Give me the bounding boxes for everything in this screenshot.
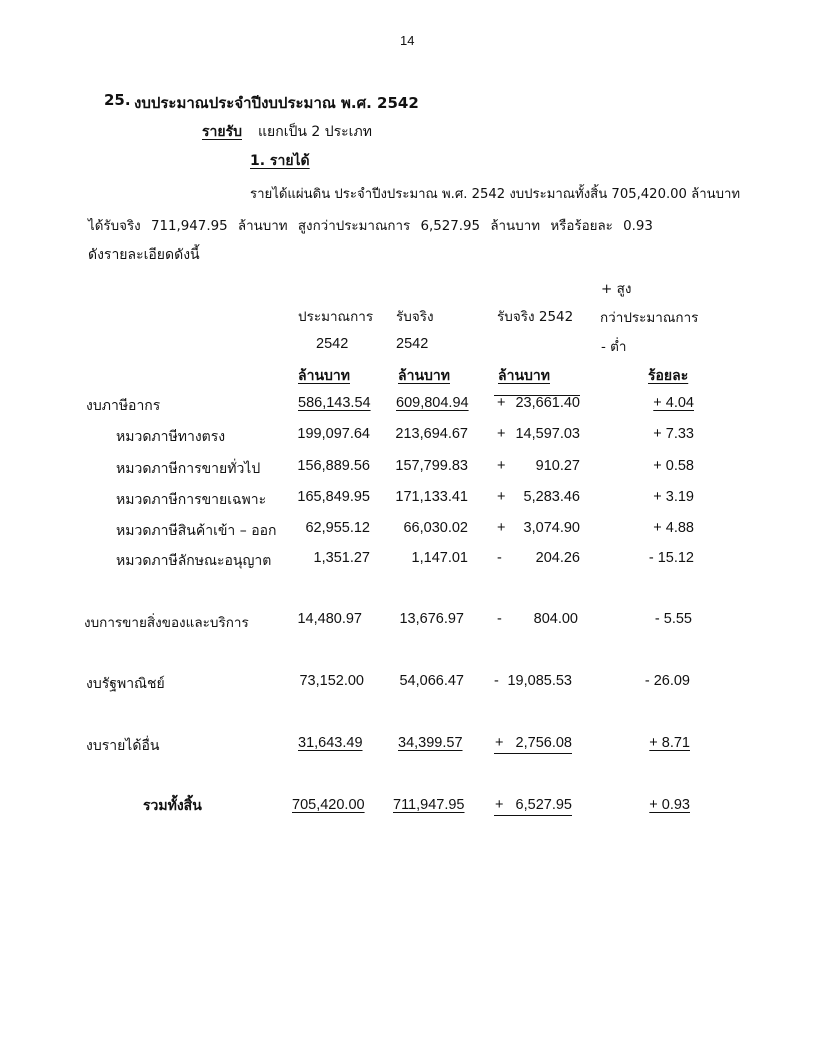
row-percent: + 0.93 (649, 797, 690, 813)
row-label: งบรัฐพาณิชย์ (86, 676, 165, 692)
page-title: งบประมาณประจำปีงบประมาณ พ.ศ. 2542 (134, 94, 419, 112)
row-percent: + 7.33 (653, 426, 694, 442)
row-actual: 1,147.01 (411, 550, 468, 566)
row-percent: + 4.04 (653, 395, 694, 411)
row-sign: + (497, 458, 506, 474)
row-label: หมวดภาษีทางตรง (116, 429, 226, 445)
row-diff-cell (494, 395, 580, 411)
total-label: รวมทั้งสิ้น (143, 798, 202, 814)
row-actual: 34,399.57 (398, 735, 463, 751)
header-higher: + สูง (601, 281, 632, 297)
row-actual: 171,133.41 (395, 489, 468, 505)
row-sign: + (497, 489, 506, 505)
row-diff: 2,756.08 (515, 735, 572, 751)
unit-diff: ล้านบาท (498, 368, 550, 384)
row-actual: 213,694.67 (395, 426, 468, 442)
row-actual: 157,799.83 (395, 458, 468, 474)
unit-actual: ล้านบาท (398, 368, 450, 384)
row-sign: - (494, 673, 499, 689)
row-actual: 66,030.02 (403, 520, 468, 536)
row-sign: + (497, 395, 506, 411)
row-label: งบการขายสิ่งของและบริการ (84, 615, 249, 631)
row-estimate: 705,420.00 (292, 797, 365, 813)
row-label: งบรายได้อื่น (86, 738, 160, 754)
row-label: งบภาษีอากร (86, 398, 161, 414)
row-diff: 5,283.46 (523, 489, 580, 505)
row-diff: 204.26 (535, 550, 580, 566)
header-diff: รับจริง 2542 (497, 309, 574, 325)
row-estimate: 62,955.12 (305, 520, 370, 536)
row-estimate: 165,849.95 (297, 489, 370, 505)
row-label: หมวดภาษีการขายเฉพาะ (116, 492, 267, 508)
row-percent: + 3.19 (653, 489, 694, 505)
row-estimate: 73,152.00 (299, 673, 364, 689)
header-actual-year: 2542 (396, 336, 429, 352)
row-sign: + (497, 426, 506, 442)
row-diff: 3,074.90 (523, 520, 580, 536)
header-estimate: ประมาณการ (298, 309, 374, 325)
row-percent: - 5.55 (654, 611, 692, 627)
header-compare: กว่าประมาณการ (600, 310, 699, 326)
row-diff: 14,597.03 (515, 426, 580, 442)
row-actual: 13,676.97 (399, 611, 464, 627)
paragraph-line-2: ได้รับจริง 711,947.95 ล้านบาท สูงกว่าประมาณการ 6,527.95 ล้านบาท หรือร้อยละ 0.93 (88, 219, 653, 234)
row-actual: 609,804.94 (396, 395, 469, 411)
row-estimate: 14,480.97 (297, 611, 362, 627)
row-estimate: 199,097.64 (297, 426, 370, 442)
income-text: แยกเป็น 2 ประเภท (258, 124, 372, 140)
row-diff: 23,661.40 (515, 395, 580, 411)
row-sign: - (497, 611, 502, 627)
section-heading: 1. รายได้ (250, 153, 310, 169)
header-estimate-year: 2542 (316, 336, 349, 352)
row-label: หมวดภาษีลักษณะอนุญาต (116, 553, 272, 569)
unit-percent: ร้อยละ (648, 368, 689, 384)
section-number: 25. (104, 91, 131, 109)
paragraph-line-3: ดังรายละเอียดดังนี้ (88, 247, 200, 263)
row-diff: 910.27 (535, 458, 580, 474)
row-estimate: 31,643.49 (298, 735, 363, 751)
row-label: หมวดภาษีสินค้าเข้า – ออก (116, 523, 277, 539)
row-estimate: 1,351.27 (313, 550, 370, 566)
row-sign: + (495, 797, 504, 813)
row-diff: 19,085.53 (507, 673, 572, 689)
unit-estimate: ล้านบาท (298, 368, 350, 384)
row-percent: - 26.09 (644, 673, 690, 689)
row-estimate: 586,143.54 (298, 395, 371, 411)
row-percent: + 0.58 (653, 458, 694, 474)
row-sign: + (495, 735, 504, 751)
paragraph-line-1: รายได้แผ่นดิน ประจำปีงประมาณ พ.ศ. 2542 งบประมาณทั้งสิ้น 705,420.00 ล้านบาท (250, 187, 741, 202)
row-estimate: 156,889.56 (297, 458, 370, 474)
row-actual: 711,947.95 (393, 797, 465, 813)
row-percent: - 15.12 (648, 550, 694, 566)
row-label: หมวดภาษีการขายทั่วไป (116, 461, 261, 477)
row-sign: + (497, 520, 506, 536)
row-diff-cell (494, 797, 572, 816)
row-percent: + 8.71 (649, 735, 690, 751)
page-number: 14 (400, 33, 415, 48)
row-sign: - (497, 550, 502, 566)
row-percent: + 4.88 (653, 520, 694, 536)
row-diff-cell (494, 735, 572, 754)
income-label: รายรับ (202, 124, 242, 140)
header-lower: - ต่ำ (601, 339, 627, 355)
row-diff: 6,527.95 (515, 797, 572, 813)
row-actual: 54,066.47 (399, 673, 464, 689)
row-diff: 804.00 (533, 611, 578, 627)
header-actual: รับจริง (396, 309, 434, 325)
